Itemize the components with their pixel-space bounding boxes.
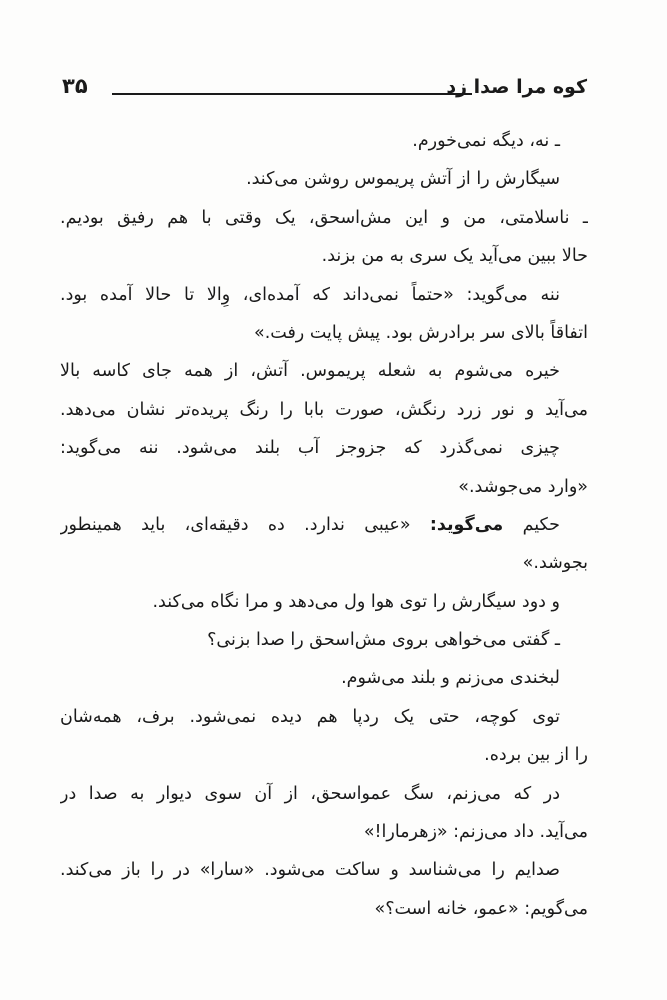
text-line: در که می‌زنم، سگ عمواسحق، از آن سوی دیوار به صدا در [60,783,560,804]
text-line [60,506,588,544]
text-line: صدایم را می‌شناسد و ساکت می‌شود. «سارا» در را باز می‌کند. [60,860,560,881]
text-line: ـ گفتی می‌خواهی بروی مش‌اسحق را صدا بزنی؟ [207,630,560,651]
text-line: خیره می‌شوم به شعله پریموس. آتش، از همه جای کاسه بالا [60,361,560,382]
running-title: کوه مرا صدا زد [446,76,587,98]
text-line: لبخندی می‌زنم و بلند می‌شوم. [341,668,560,689]
text-line: اتفاقاً بالای سر برادرش بود. پیش پایت رفت.» [253,322,588,343]
text-line: حالا ببین می‌آید یک سری به من بزند. [321,246,588,267]
text-line: سیگارش را از آتش پریموس روشن می‌کند. [246,169,560,190]
text-line: را از بین برده. [484,745,588,766]
text-line: ننه می‌گوید: «حتماً نمی‌داند که آمده‌ای، وِالا تا حالا آمده بود. [60,284,560,305]
body-text [60,122,588,928]
header-rule [112,93,472,95]
text-line: می‌آید و نور زرد رنگش، صورت بابا را رنگ پریده‌تر نشان می‌دهد. [60,399,588,420]
text-line: و دود سیگارش را توی هوا ول می‌دهد و مرا نگاه می‌کند. [152,591,560,612]
page-number: ۳۵ [62,74,88,98]
bold-text-segment: می‌گوید: [429,514,504,535]
text-line: می‌آید. داد می‌زنم: «زهرمارا!» [363,822,588,843]
text-line: «وارد می‌جوشد.» [458,476,588,497]
text-line: می‌گویم: «عمو، خانه است؟» [374,898,588,919]
text-segment: «عیبی ندارد. ده دقیقه‌ای، باید همینطور [60,514,430,535]
page-header [62,74,587,110]
text-line: ـ نه، دیگه نمی‌خورم. [412,131,560,151]
text-line: توی کوچه، حتی یک ردپا هم دیده نمی‌شود. برف، همه‌شان [60,706,560,727]
text-line: چیزی نمی‌گذرد که جزوجز آب بلند می‌شود. ننه می‌گوید: [60,438,560,459]
text-line: ـ ناسلامتی، من و این مش‌اسحق، یک وقتی با هم رفیق بودیم. [60,207,588,228]
text-segment: حکیم [503,514,560,535]
text-line: بجوشد.» [522,553,588,574]
